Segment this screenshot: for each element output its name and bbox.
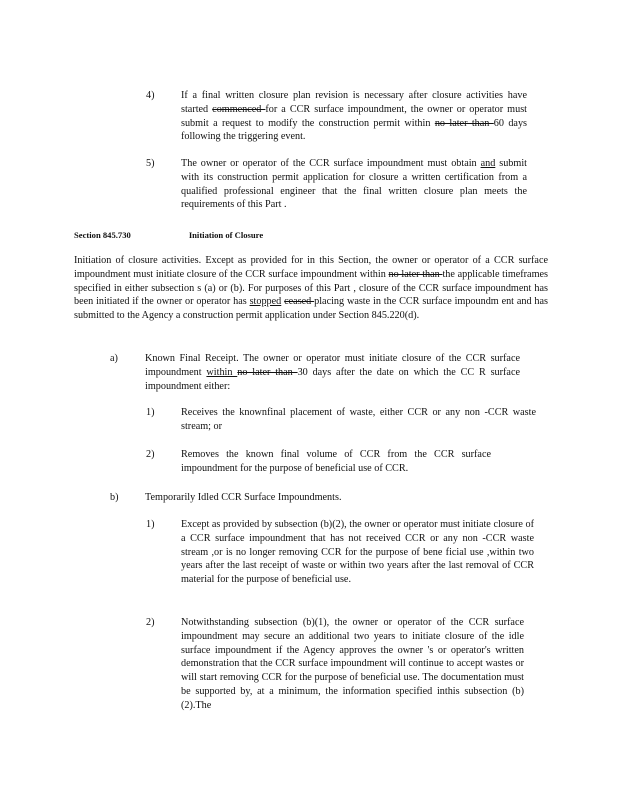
item-4-strikethrough-2: no later than [434, 117, 494, 129]
subsection-b-title: Temporarily Idled CCR Surface Impoundments. [145, 492, 342, 503]
item-5-marker: 5) [146, 158, 155, 169]
subsection-b-1-marker: 1) [146, 519, 155, 530]
item-4-marker: 4) [146, 90, 155, 101]
intro-text-part-2: the applicable timeframes specified in either subsection s (a) or (b). For purposes of this Part , closure of the CCR surface impoundment has been initiated if the owner or operator has [74, 268, 548, 308]
subsection-a-2-text: Removes the known final volume of CCR from the CCR surface impoundment for the purpose of beneficial use of CCR. [181, 449, 491, 474]
subsection-a-2-marker: 2) [146, 449, 155, 460]
subsection-b-2-text: Notwithstanding subsection (b)(1), the owner or operator of the CCR surface impoundment may secure an additional two years to initiate closure of the idle surface impoundment if the Agency approves the owner 's or operator's written demonstration that the CCR surface impoundment will continue to accept wastes or will start removing CCR for the purpose of beneficial use. The documentation must be supported by, at a minimum, the information specified inthis subsection (b)(2).The [181, 617, 524, 711]
item-4-text-part-1: If a final written closure plan revision is necessary after closure activities have started [181, 90, 527, 115]
subsection-a-strikethrough-1: no later than [237, 366, 298, 378]
item-4-text-part-3: 60 days following the triggering event. [181, 117, 527, 143]
item-4-text [181, 89, 527, 144]
subsection-b-1-text: Except as provided by subsection (b)(2), the owner or operator must initiate closure of a CCR surface impoundment that has not received CCR or any non -CCR waste stream ,or is no longer removing CCR for the purpose of bene ficial use ,within two years after the last receipt of waste or within two years after the last removal of CCR material for the purpose of beneficial use. [181, 519, 534, 586]
subsection-a-1-text: Receives the knownfinal placement of waste, either CCR or any non -CCR waste stream; or [181, 407, 536, 432]
section-number: Section 845.730 [74, 230, 131, 240]
subsection-a-text-part-1: Known Final Receipt. The owner or operator must initiate closure of the CCR surface impoundment [145, 353, 520, 378]
subsection-a-text [145, 352, 520, 393]
subsection-a-1-marker: 1) [146, 407, 155, 418]
subsection-b-marker: b) [110, 492, 119, 503]
intro-strikethrough-1: no later than [388, 268, 443, 280]
item-5-text-part-1: The owner or operator of the CCR surface impoundment must obtain [181, 158, 481, 169]
item-5-text-part-2: submit with its construction permit application for closure a written certification from a qualified professional engineer that the final written closure plan meets the requirements of this Part . [181, 158, 527, 211]
section-heading [74, 229, 263, 243]
item-4-text-part-2: for a CCR surface impoundment, the owner or operator must submit a request to modify the construction permit within [181, 103, 527, 129]
subsection-a-marker: a) [110, 353, 118, 364]
subsection-b-2-marker: 2) [146, 617, 155, 628]
intro-paragraph [74, 254, 548, 323]
intro-text-part-1: Initiation of closure activities. Except as provided for in this Section, the owner or operator of a CCR surface impoundment must initiate closure of the CCR surface impoundment within [74, 255, 548, 280]
item-4-strikethrough-1: commenced [212, 103, 266, 115]
subsection-a-text-part-2: 30 days after the date on which the CC R surface impoundment either: [145, 366, 520, 392]
subsection-a-underline-1: within [206, 366, 238, 378]
item-5-underline-1: and [480, 158, 496, 169]
intro-strikethrough-2: ceased [284, 296, 315, 308]
intro-underline-1: stopped [249, 296, 282, 308]
intro-text-part-3: placing waste in the CCR surface impoundm ent and has submitted to the Agency a construction permit application under Section 845.220(d). [74, 296, 549, 322]
section-title: Initiation of Closure [188, 230, 264, 240]
item-5-text [181, 157, 527, 212]
